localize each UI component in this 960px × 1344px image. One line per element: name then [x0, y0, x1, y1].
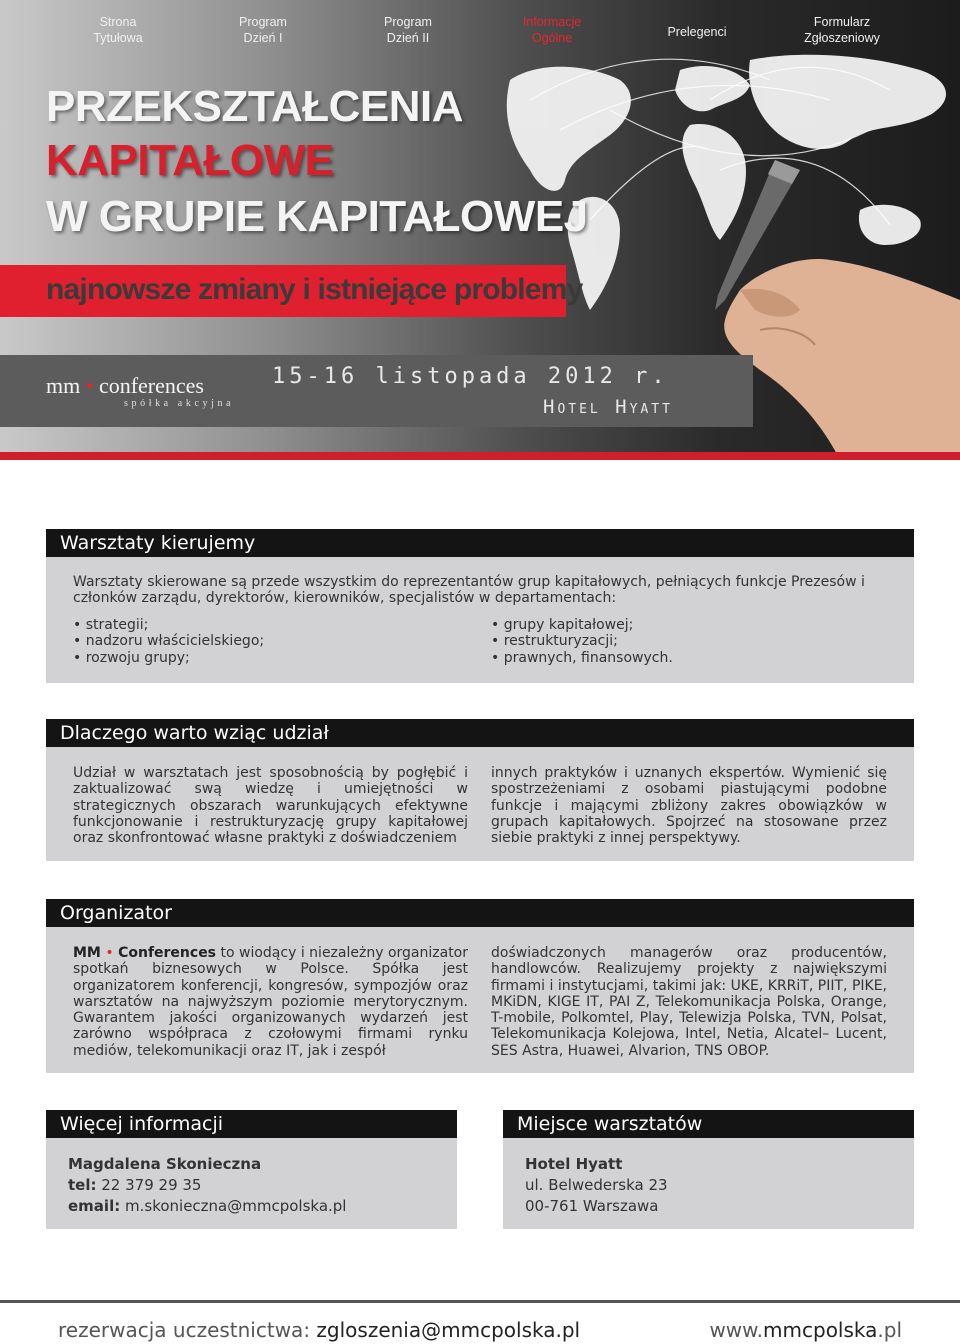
contact-details: Magdalena Skonieczna tel: 22 379 29 35 email: m.skonieczna@mmcpolska.pl — [68, 1155, 347, 1215]
audience-list-left — [73, 617, 453, 666]
contact-phone: 22 379 29 35 — [101, 1176, 202, 1194]
brand-conferences: Conferences — [118, 945, 217, 961]
section-text-right: doświadczonych managerów oraz producentów, handlowców. Realizujemy projekty z największymi firmami i instytucjami, takimi jak: UKE, KRRiT, PIIT, PIKE, MKiDN, KIGE IT, PAI Z, Telekomunikacja Polska, Orange, T-mobile, Polkomtel, Play, Telewizja Polska, TVN, Polsat, Telekomunikacja Kolejowa, Intel, Netia, Alcatel– Lucent, SES Astra, Huawei, Alvarion, TNS OBOP. — [491, 945, 887, 1059]
section-text-left — [73, 945, 468, 1059]
place-name: Hotel Hyatt — [525, 1155, 623, 1173]
registration-email-link[interactable]: zgloszenia@mmcpolska.pl — [316, 1318, 581, 1342]
section-intro: Warsztaty skierowane są przede wszystkim do reprezentantów grup kapitałowych, pełniących funkcje Prezesów i członków zarządu, dyrektorów, kierowników, specjalistów w departamentach: — [73, 574, 865, 607]
list-item: • rozwoju grupy; — [73, 650, 453, 666]
subtitle: najnowsze zmiany i istniejące problemy — [46, 273, 583, 306]
contact-email[interactable]: m.skonieczna@mmcpolska.pl — [125, 1197, 347, 1215]
section-heading: Warsztaty kierujemy — [46, 529, 914, 557]
brand-mm: MM — [73, 945, 101, 961]
list-item: • grupy kapitałowej; — [491, 617, 871, 633]
nav-item-strona-tytulowa[interactable]: Strona Tytułowa — [93, 15, 143, 45]
section-warsztaty-kierujemy — [46, 529, 914, 683]
title-line-2: KAPITAŁOWE — [46, 136, 334, 185]
section-text-right: innych praktyków i uznanych ekspertów. Wymienić się spostrzeżeniami z osobami piastującymi podobne funkcje i mającymi zbliżony zakres obowiązków w grupach kapitałowych. Spojrzeć na stosowane przez siebie praktyki z innej perspektywy. — [491, 765, 887, 847]
nav-item-formularz-zgloszeniowy[interactable]: Formularz Zgłoszeniowy — [804, 15, 880, 45]
place-street: ul. Belwederska 23 — [525, 1176, 668, 1194]
event-date: 15-16 listopada 2012 r. — [272, 364, 669, 389]
place-details — [525, 1154, 905, 1217]
title-line-3: W GRUPIE KAPITAŁOWEJ — [46, 192, 588, 241]
hero-bottom-stripe — [0, 452, 960, 460]
nav-item-prelegenci[interactable]: Prelegenci — [667, 25, 727, 39]
footer-divider — [0, 1300, 960, 1303]
brand-dot: • — [105, 945, 114, 961]
section-dlaczego-warto — [46, 719, 914, 861]
section-organizator — [46, 899, 914, 1073]
contact-name: Magdalena Skonieczna — [68, 1155, 262, 1173]
nav-item-informacje-ogolne[interactable]: Informacje Ogólne — [522, 15, 582, 45]
list-item: • prawnych, finansowych. — [491, 650, 871, 666]
list-item: • nadzoru właścicielskiego; — [73, 633, 453, 649]
event-venue: Hotel Hyatt — [543, 396, 673, 418]
list-item: • strategii; — [73, 617, 453, 633]
footer-website-link[interactable]: www.mmcpolska.pl — [709, 1318, 902, 1342]
nav-item-program-dzien-1[interactable]: Program Dzień I — [239, 15, 287, 45]
section-miejsce-warsztatow — [503, 1110, 914, 1229]
mm-conferences-logo: mm • conferences spółka akcyjna — [46, 373, 235, 409]
list-item: • restrukturyzacji; — [491, 633, 871, 649]
section-heading: Więcej informacji — [46, 1110, 457, 1138]
top-navigation — [0, 14, 960, 54]
title-line-1: PRZEKSZTAŁCENIA — [46, 82, 464, 131]
hero-banner — [0, 0, 960, 458]
section-heading: Organizator — [46, 899, 914, 927]
footer-registration: rezerwacja uczestnictwa: zgloszenia@mmcpolska.pl — [58, 1318, 581, 1342]
section-heading: Dlaczego warto wziąc udział — [46, 719, 914, 747]
organizer-description: to wiodący i niezależny organizator spotkań biznesowych w Polsce. Spółka jest organizatorem konferencji, kongresów, sympozjów oraz warsztatów na najwyższym poziomie merytorycznym. Gwarantem jakości organizowanych wydarzeń jest zarówno współpraca z czołowymi firmami rynku mediów, telekomunikacji oraz IT, jak i zespół — [73, 945, 468, 1059]
section-wiecej-informacji — [46, 1110, 457, 1229]
section-heading: Miejsce warsztatów — [503, 1110, 914, 1138]
place-city: 00-761 Warszawa — [525, 1197, 659, 1215]
audience-list-right — [491, 617, 871, 666]
section-text-left: Udział w warsztatach jest sposobnością by pogłębić i zaktualizować swą wiedzę i umiejętności w strategicznych obszarach warunkujących efektywne funkcjonowanie i restrukturyzację grupy kapitałowej oraz skonfrontować własne praktyki z doświadczeniem — [73, 765, 468, 847]
nav-item-program-dzien-2[interactable]: Program Dzień II — [384, 15, 432, 45]
